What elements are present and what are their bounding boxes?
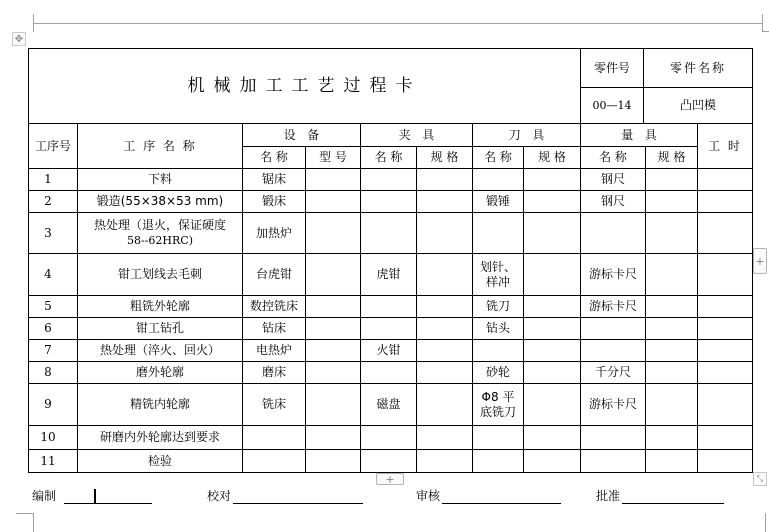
cell-step-name-line1: 热处理（退火，保证硬度: [93, 218, 226, 232]
text-cursor: [94, 489, 96, 503]
cell-step-no[interactable]: 4: [44, 267, 52, 281]
reviewed-by-label: 审核: [416, 489, 441, 503]
cell-tool-name[interactable]: [473, 254, 523, 295]
cell-step-name[interactable]: 粗铣外轮廓: [129, 299, 190, 313]
cell-step-name[interactable]: 检验: [147, 453, 172, 468]
cell-step-name[interactable]: 热处理（淬火、回火）: [99, 343, 220, 357]
part-number-value[interactable]: 00—14: [592, 99, 632, 112]
subheader-fixture-spec: 规 格: [430, 150, 459, 164]
cell-measure-name[interactable]: 钢尺: [600, 194, 625, 208]
cell-step-name[interactable]: 下料: [147, 172, 172, 186]
cell-step-no[interactable]: 2: [44, 194, 52, 208]
grid-line: [645, 146, 646, 473]
cell-step-no[interactable]: 11: [40, 453, 56, 468]
compiled-by-label: 编制: [32, 489, 57, 503]
compiled-by-field[interactable]: [64, 490, 152, 504]
subheader-equip-name: 名 称: [260, 150, 288, 164]
approved-by-label: 批准: [596, 489, 621, 503]
header-step-name: 工 序 名 称: [123, 138, 197, 153]
cell-equip-name[interactable]: 锯床: [261, 172, 286, 186]
checked-by-field[interactable]: [233, 490, 363, 504]
margin-corner-br-v: [765, 513, 766, 532]
cell-equip-name[interactable]: 台虎钳: [255, 267, 292, 281]
header-work-hours: 工 时: [708, 138, 742, 153]
add-row-button[interactable]: +: [376, 473, 404, 485]
subheader-tool-name: 名 称: [484, 150, 512, 164]
cell-tool-name-line1: Φ8 平: [481, 389, 515, 404]
cell-step-no[interactable]: 10: [40, 430, 56, 444]
cell-step-no[interactable]: 7: [44, 343, 52, 357]
cell-step-no[interactable]: 1: [44, 172, 52, 186]
margin-corner-bl-v: [33, 513, 34, 532]
part-number-label: 零件号: [593, 60, 630, 75]
margin-corner-tl-v: [33, 14, 34, 32]
approved-by-field[interactable]: [622, 490, 724, 504]
cell-equip-name[interactable]: 电热炉: [255, 343, 292, 357]
cell-step-no[interactable]: 6: [44, 321, 52, 335]
table-move-handle-icon[interactable]: ✥: [12, 32, 26, 46]
cell-tool-name[interactable]: [473, 384, 523, 425]
cell-tool-name-line2: 样冲: [485, 274, 510, 289]
cell-tool-name[interactable]: 钻头: [485, 321, 510, 335]
cell-measure-name[interactable]: 钢尺: [600, 172, 625, 186]
cell-measure-name[interactable]: 游标卡尺: [588, 267, 637, 281]
cell-measure-name[interactable]: 游标卡尺: [588, 397, 637, 411]
margin-corner-tr-h: [762, 31, 769, 32]
grid-line: [305, 146, 306, 473]
signature-compiled: [32, 487, 152, 504]
signature-reviewed: [416, 487, 561, 504]
grid-line: [523, 146, 524, 473]
cell-tool-name-line2: 底铣刀: [479, 404, 516, 419]
cell-step-no[interactable]: 9: [44, 397, 52, 411]
signature-checked: [207, 487, 363, 504]
subheader-tool-spec: 规 格: [538, 150, 566, 164]
cell-equip-name[interactable]: 锻床: [261, 194, 286, 208]
reviewed-by-field[interactable]: [442, 490, 561, 504]
cell-step-name-line2: 58--62HRC): [126, 234, 193, 247]
subheader-measure-name: 名 称: [599, 150, 627, 164]
margin-corner-tr-v: [762, 14, 763, 32]
cell-tool-name-line1: 划针、: [479, 259, 516, 274]
cell-measure-name[interactable]: 游标卡尺: [588, 299, 637, 313]
header-equipment: 设 备: [283, 127, 320, 142]
cell-step-name[interactable]: 研磨内外轮廓达到要求: [99, 430, 220, 444]
cell-step-name[interactable]: 磨外轮廓: [135, 365, 184, 379]
header-cutting-tool: 刀 具: [508, 127, 545, 142]
grid-line: [416, 146, 417, 473]
subheader-measure-spec: 规 格: [657, 150, 686, 164]
page-margin-top-line: [34, 23, 762, 24]
part-name-value[interactable]: 凸凹模: [679, 98, 716, 112]
header-step-no: 工序号: [34, 138, 71, 153]
cell-equip-name[interactable]: 铣床: [261, 397, 286, 411]
cell-step-name[interactable]: 锻造(55×38×53 mm): [96, 194, 224, 208]
cell-fixture-name[interactable]: 火钳: [376, 343, 401, 357]
cell-step-name[interactable]: 钳工划线去毛刺: [117, 267, 202, 281]
cell-tool-name[interactable]: 锻锤: [485, 194, 510, 208]
cell-step-name[interactable]: 精铣内轮廓: [129, 397, 190, 411]
cell-step-no[interactable]: 8: [44, 365, 52, 379]
signature-approved: [596, 487, 724, 504]
add-column-button[interactable]: +: [753, 248, 767, 274]
margin-corner-bl-h: [16, 513, 33, 514]
cell-fixture-name[interactable]: 虎钳: [376, 267, 401, 281]
cell-equip-name[interactable]: 钻床: [261, 321, 286, 335]
table-resize-handle-icon[interactable]: ⤡: [753, 472, 767, 486]
cell-step-no[interactable]: 3: [44, 225, 52, 240]
part-name-label: 零件名称: [669, 60, 726, 75]
cell-tool-name[interactable]: 砂轮: [485, 365, 510, 379]
cell-equip-name[interactable]: 数控铣床: [249, 299, 298, 313]
header-fixture: 夹 具: [398, 127, 435, 142]
cell-step-name[interactable]: 钳工钻孔: [135, 321, 184, 335]
grid-line: [697, 123, 698, 473]
subheader-equip-model: 型 号: [319, 150, 347, 164]
cell-equip-name[interactable]: 加热炉: [255, 225, 292, 240]
cell-tool-name[interactable]: 铣刀: [485, 299, 510, 313]
cell-equip-name[interactable]: 磨床: [261, 365, 286, 379]
checked-by-label: 校对: [207, 489, 232, 503]
cell-measure-name[interactable]: 千分尺: [594, 365, 631, 379]
cell-step-name[interactable]: [78, 213, 242, 253]
document-title: 机械加工工艺过程卡: [187, 75, 422, 96]
subheader-fixture-name: 名 称: [374, 150, 403, 164]
cell-fixture-name[interactable]: 磁盘: [376, 397, 401, 411]
header-measuring-tool: 量 具: [621, 127, 657, 142]
cell-step-no[interactable]: 5: [44, 299, 52, 313]
